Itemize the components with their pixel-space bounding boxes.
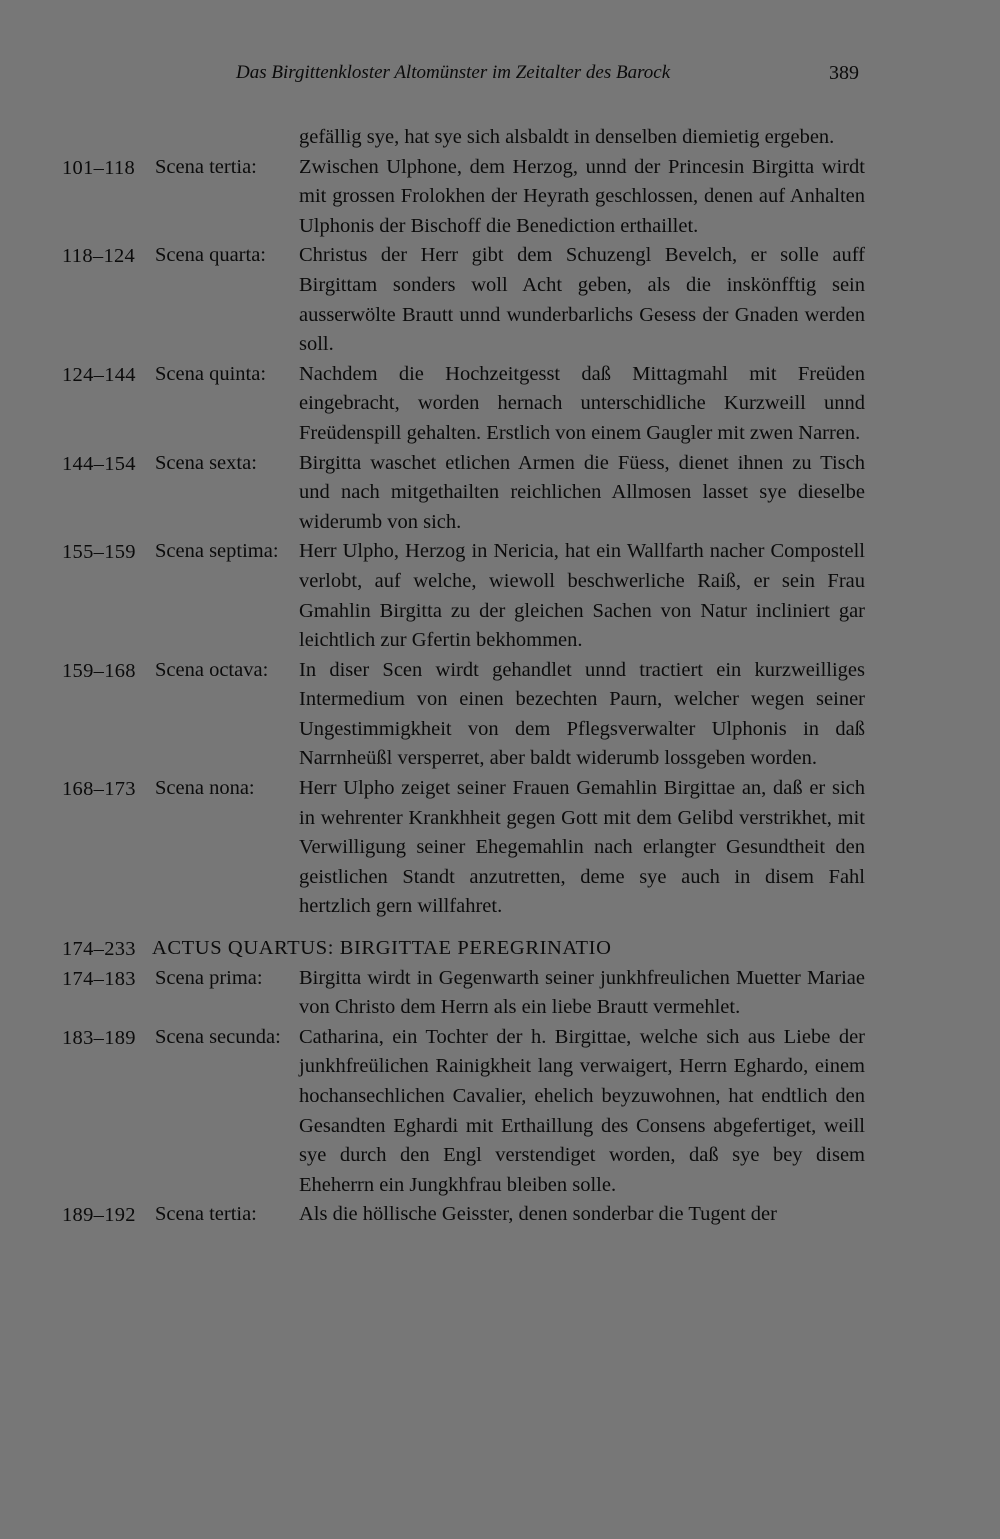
scene-label: Scena septima:: [155, 540, 279, 563]
scene-description: Birgitta waschet etlichen Armen die Füess, dienet ihnen zu Tisch und nach mitgethailten reichlichen Allmosen lasset sye dieselbe widerumb von sich.: [299, 451, 865, 533]
scene-entry: [0, 537, 1000, 655]
scene-description: Als die höllische Geisster, denen sonderbar die Tugent der: [299, 1203, 777, 1226]
line-range: 174–183: [62, 967, 136, 990]
line-range: 155–159: [62, 541, 136, 564]
scene-label: Scena nona:: [155, 777, 255, 800]
scene-description: Nachdem die Hochzeitgesst daß Mittagmahl mit Freüden eingebracht, worden hernach unterschidliche Kurzweill unnd Freüdenspill gehalten. Erstlich von einem Gaugler mit zwen Narren.: [299, 362, 865, 444]
scene-description: Christus der Herr gibt dem Schuzengl Bevelch, er solle auff Birgittam sonders woll Acht geben, als die inskönfftig sein ausserwölte Brautt unnd wunderbarlichs Gesess der Gnaden werden soll.: [299, 244, 865, 356]
line-range: 144–154: [62, 452, 136, 475]
scene-entry: [0, 153, 1000, 242]
scene-description: Zwischen Ulphone, dem Herzog, unnd der Princesin Birgitta wirdt mit grossen Frolokhen der Heyrath geschlossen, denen auf Anhalten Ulphonis der Bischoff die Benediction erthaillet.: [299, 155, 865, 237]
scene-description: Birgitta wirdt in Gegenwarth seiner junkhfreulichen Muetter Mariae von Christo dem Herrn als ein liebe Brautt vermehlet.: [299, 966, 865, 1019]
page-number: 389: [829, 62, 859, 84]
line-range: 174–233: [62, 938, 136, 961]
scene-label: Scena octava:: [155, 658, 269, 681]
scene-entry: [0, 241, 1000, 359]
scene-label: Scena prima:: [155, 966, 263, 989]
scene-entry: [0, 964, 1000, 1023]
scene-description: gefällig sye, hat sye sich alsbaldt in denselben diemietig ergeben.: [299, 126, 835, 148]
scene-description: Herr Ulpho zeiget seiner Frauen Gemahlin Birgittae an, daß er sich in wehrenter Krankhheit gegen Gott mit dem Gelibd verstrikhet, mit Verwilligung seiner Ehegemahlin nach erlangter Gesundtheit den geistlichen Standt anzutretten, deme sye auch in disem Fahl hertzlich gern willfahret.: [299, 777, 865, 918]
scene-label: Scena quarta:: [155, 244, 266, 267]
line-range: 168–173: [62, 778, 136, 801]
scene-description: Catharina, ein Tochter der h. Birgittae, welche sich aus Liebe der junkhfreülichen Rainigkheit lang verwaigert, Herrn Eghardo, einem hochansechlichen Cavalier, ehelich beyzuwohnen, hat endtlich den Gesandten Eghardi mit Erthaillung des Consens abgefertiget, weill sye durch den Engl verstendiget worden, daß sye bey disem Eheherrn ein Jungkhfrau bleiben solle.: [299, 1025, 865, 1196]
line-range: 183–189: [62, 1026, 136, 1049]
line-range: 159–168: [62, 659, 136, 682]
scene-entry: [0, 449, 1000, 538]
act-title: ACTUS QUARTUS: BIRGITTAE PEREGRINATIO: [152, 937, 612, 960]
scene-entry: [0, 1200, 1000, 1230]
running-title: Das Birgittenkloster Altomünster im Zeitalter des Barock: [236, 62, 671, 83]
running-head: [0, 58, 1000, 88]
scene-description: Herr Ulpho, Herzog in Nericia, hat ein Wallfarth nacher Compostell verlobt, auf welche, wiewoll beschwerliche Raiß, er sein Frau Gmahlin Birgitta zu der gleichen Sachen von Natur incliniert gar leichtlich zur Gfertin bekhommen.: [299, 540, 865, 652]
scene-entry: [0, 656, 1000, 774]
line-range: 101–118: [62, 156, 136, 179]
line-range: 189–192: [62, 1204, 136, 1227]
continuation-paragraph: [0, 123, 1000, 153]
scene-label: Scena tertia:: [155, 1203, 257, 1226]
line-range: 124–144: [62, 363, 136, 386]
line-range: 118–124: [62, 245, 136, 268]
scene-label: Scena quinta:: [155, 362, 267, 385]
text-body: [0, 123, 1000, 1230]
scene-description: In diser Scen wirdt gehandlet unnd tractiert ein kurzweilliges Intermedium von einen bezechten Paurn, welcher wegen seiner Ungestimmigkheit von dem Pflegsverwalter Ulphonis in daß Narrnheüßl versperret, aber baldt widerumb lossgeben worden.: [299, 658, 865, 770]
scene-label: Scena secunda:: [155, 1025, 281, 1048]
scene-entry: [0, 1023, 1000, 1201]
act-heading: [0, 934, 1000, 964]
scene-entry: [0, 774, 1000, 922]
scene-label: Scena tertia:: [155, 155, 257, 178]
scene-label: Scena sexta:: [155, 451, 257, 474]
scene-entry: [0, 360, 1000, 449]
